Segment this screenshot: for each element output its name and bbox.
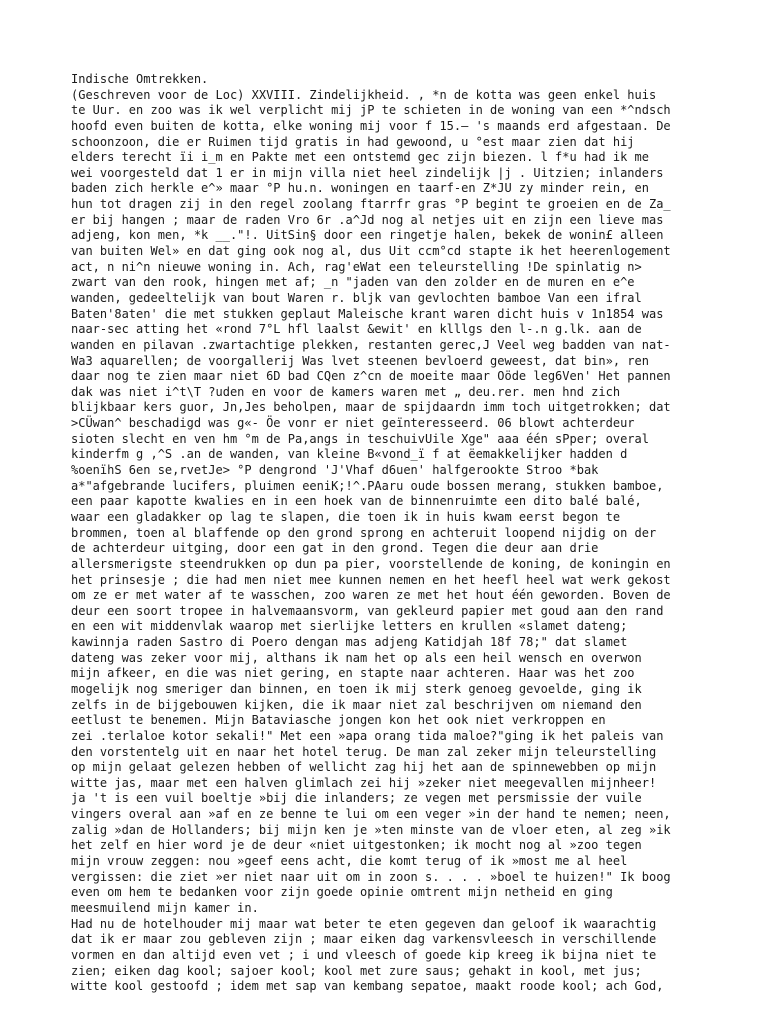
text-line: er bij hangen ; maar de raden Vro 6r .a^Jd nog al netjes uit en zijn een lieve mas (71, 212, 664, 227)
text-line: te Uur. en zoo was ik wel verplicht mij jP te schieten in de woning van een *^ndsch (71, 103, 671, 118)
document-text-block (71, 72, 761, 995)
text-line: Had nu de hotelhouder mij maar wat beter te eten gegeven dan geloof ik waarachtig (71, 916, 657, 931)
text-line: kawinnja raden Sastro di Poero dengan mas adjeng Katidjah 18f 78;" dat slamet (71, 635, 628, 650)
text-line: schoonzoon, die er Ruimen tijd gratis in had gewoond, u °est maar zien dat hij (71, 134, 635, 149)
text-line: op mijn gelaat gelezen hebben of wellicht zag hij het aan de spinnewebben op mijn (71, 760, 657, 775)
text-line: zien; eiken dag kool; sajoer kool; kool met zure saus; gehakt in kool, met jus; (71, 963, 642, 978)
text-line: ja 't is een vuil boeltje »bij die inlanders; ze vegen met persmissie der vuile (71, 791, 642, 806)
text-line: meesmuilend mijn kamer in. (71, 900, 259, 915)
text-line: act, n ni^n nieuwe woning in. Ach, rag'eWat een teleurstelling !De spinlatig n> (71, 259, 642, 274)
text-line: mijn vrouw zeggen: nou »geef eens acht, die komt terug of ik »most me al heel (71, 854, 628, 869)
text-line: een paar kapotte kwalies en in een hoek van de binnenruimte een dito balé balé, (71, 494, 642, 509)
text-line: adjeng, kon men, *k __."!. UitSin§ door een ringetje halen, bekek de wonin£ alleen (71, 228, 664, 243)
text-line: even om hem te bedanken voor zijn goede opinie omtrent mijn netheid en ging (71, 885, 613, 900)
text-line: >CÜwan^ beschadigd was g«- Öe vonr er niet geïnteresseerd. 06 blowt achterdeur (71, 416, 635, 431)
text-line: het prinsesje ; die had men niet mee kunnen nemen en het heefl heel wat werk gekost (71, 572, 671, 587)
text-line: mogelijk nog smeriger dan binnen, en toen ik mij sterk genoeg gevoelde, ging ik (71, 681, 642, 696)
text-line: blijkbaar kers guor, Jn,Jes beholpen, maar de spijdaardn imm toch uitgetrokken; dat (71, 400, 671, 415)
text-line: wanden, gedeeltelijk van bout Waren r. bljk van gevlochten bamboe Van een ifral (71, 290, 642, 305)
text-line: eetlust te benemen. Mijn Bataviasche jongen kon het ook niet verkroppen en (71, 713, 606, 728)
text-line: zwart van den rook, hingen met af; _n "jaden van den zolder en de muren en e^e (71, 275, 635, 290)
text-line: zelfs in de bijgebouwen kijken, die ik maar niet zal beschrijven om niemand den (71, 697, 642, 712)
text-line: baden zich herkle e^» maar °P hu.n. woningen en taarf-en Z*JU zy minder rein, en (71, 181, 649, 196)
text-line: het zelf en hier word je de deur «niet uitgestonken; ik mocht nog al »zoo tegen (71, 838, 642, 853)
text-line: zei .terlaloe kotor sekali!" Met een »apa orang tida maloe?"ging ik het paleis van (71, 728, 664, 743)
text-line: %oenïhS 6en se,rvetJe> °P dengrond 'J'Vhaf d6uen' halfgerookte Stroo *bak (71, 463, 599, 478)
text-line: brommen, toen al blaffende op den grond sprong en achteruit loopend nijdig on der (71, 525, 657, 540)
text-line: naar-sec atting het «rond 7°L hfl laalst &ewit' en klllgs den l-.n g.lk. aan de (71, 322, 642, 337)
text-line: witte jas, maar met een halven glimlach zei hij »zeker niet meegevallen mijnheer! (71, 775, 657, 790)
text-line: om ze er met water af te wasschen, zoo waren ze met het hout één geworden. Boven de (71, 588, 671, 603)
text-line: daar nog te zien maar niet 6D bad CQen z^cn de moeite maar Oöde leg6Ven' Het pannen (71, 369, 671, 384)
text-line: allersmerigste steendrukken op dun pa pier, voorstellende de koning, de koningin en (71, 556, 671, 571)
text-line: Baten'8aten' die met stukken geplaut Maleische krant waren dicht huis v 1n1854 was (71, 306, 664, 321)
text-line: vormen en dan altijd even vet ; i und vleesch of goede kip kreeg ik bijna niet te (71, 947, 657, 962)
text-line: de achterdeur uitging, door een gat in den grond. Tegen die deur aan drie (71, 541, 599, 556)
text-line: zalig »dan de Hollanders; bij mijn ken je »ten minste van de vloer eten, al zeg »ik (71, 822, 671, 837)
text-line: (Geschreven voor de Loc) XXVIII. Zindelijkheid. , *n de kotta was geen enkel huis (71, 87, 657, 102)
text-line: vingers overal aan »af en ze benne te lui om een veger »in der hand te nemen; neen, (71, 807, 671, 822)
text-line: waar een gladakker op lag te slapen, die toen ik in huis kwam eerst begon te (71, 509, 621, 524)
text-line: den vorstentelg uit en naar het hotel terug. De man zal zeker mijn teleurstelling (71, 744, 657, 759)
text-line: elders terecht ïi i_m en Pakte met een ontstemd gec zijn biezen. l f*u had ik me (71, 150, 649, 165)
text-line: Wa3 aquarellen; de voorgallerij Was lvet steenen bevloerd geweest, dat bin», ren (71, 353, 649, 368)
text-line: hoofd even buiten de kotta, elke woning mij voor f 15.— 's maands erd afgestaan. De (71, 118, 671, 133)
text-line: kinderfm g ,^S .an de wanden, van kleine B«vond_ï f at ëemakkelijker hadden d (71, 447, 628, 462)
text-line: dateng was zeker voor mij, althans ik nam het op als een heil wensch en overwon (71, 650, 642, 665)
text-line: wanden en pilavan .zwartachtige plekken, restanten gerec,J Veel weg badden van nat- (71, 337, 671, 352)
text-line: a*"afgebrande lucifers, pluimen eeniK;!^.PAaru oude bossen merang, stukken bamboe, (71, 478, 664, 493)
text-line: dak was niet i^t\T ?uden en voor de kamers waren met „ deu.rer. men hnd zich (71, 384, 621, 399)
text-line: van buiten Wel» en dat ging ook nog al, dus Uit ccm°cd stapte ik het heerenlogement (71, 244, 671, 259)
document-title: Indische Omtrekken. (71, 72, 209, 86)
text-line: deur een soort tropee in halvemaansvorm, van gekleurd papier met goud aan den rand (71, 603, 664, 618)
text-line: en een wit middenvlak waarop met sierlijke letters en krullen «slamet dateng; (71, 619, 628, 634)
text-line: sioten slecht en ven hm °m de Pa,angs in teschuivUile Xge" aaa één sPper; overal (71, 431, 649, 446)
text-line: witte kool gestoofd ; idem met sap van kembang sepatoe, maakt roode kool; ach God, (71, 979, 664, 994)
text-line: mijn afkeer, en die was niet gering, en stapte naar achteren. Haar was het zoo (71, 666, 635, 681)
text-line: dat ik er maar zou gebleven zijn ; maar eiken dag varkensvleesch in verschillende (71, 932, 657, 947)
text-line: hun tot dragen zij in den regel zoolang ftarrfr gras °P begint te groeien en de Za_ (71, 197, 671, 212)
text-line: wei voorgesteld dat 1 er in mijn villa niet heel zindelijk |j . Uitzien; inlanders (71, 165, 664, 180)
text-line: vergissen: die ziet »er niet naar uit om in zoon s. . . . »boel te huizen!" Ik boog (71, 869, 671, 884)
